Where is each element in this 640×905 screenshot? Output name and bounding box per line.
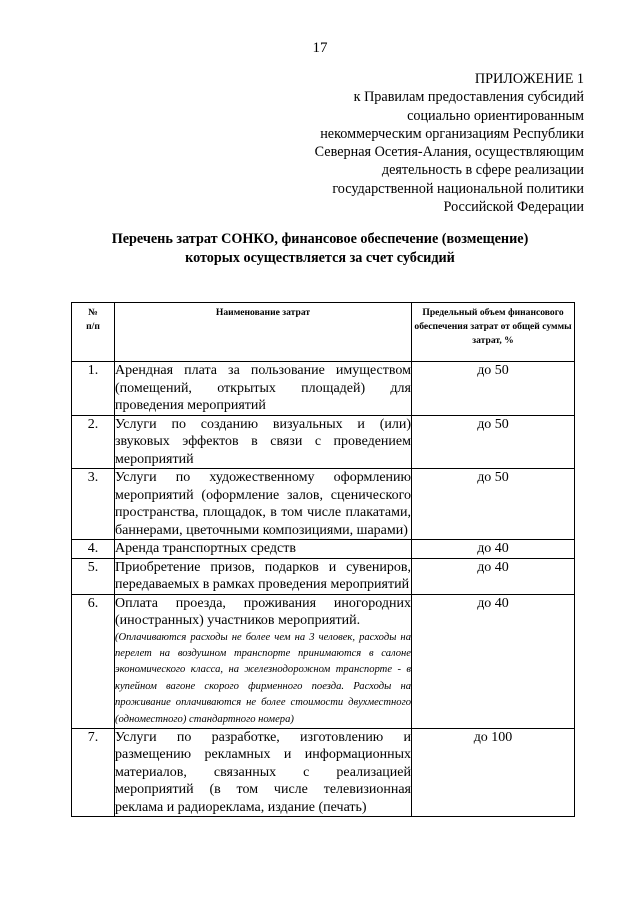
appendix-line: к Правилам предоставления субсидий <box>353 89 584 106</box>
row-cost-name <box>115 558 412 594</box>
appendix-line: Российской Федерации <box>443 199 584 216</box>
appendix-header <box>315 70 584 216</box>
row-cost-name-text: Приобретение призов, подарков и сувениров, передаваемых в рамках проведения мероприятий <box>115 559 411 592</box>
row-number: 6. <box>72 594 115 728</box>
column-header-limit: Предельный объем финансового обеспечения затрат от общей суммы затрат, % <box>412 303 575 362</box>
row-cost-name <box>115 728 412 817</box>
row-cost-name <box>115 540 412 559</box>
row-cost-name <box>115 594 412 728</box>
row-number: 4. <box>72 540 115 559</box>
appendix-line: социально ориентированным <box>407 107 584 124</box>
row-cost-name <box>115 469 412 540</box>
row-cost-name-text: Оплата проезда, проживания иногородних (иностранных) участников мероприятий. <box>115 595 411 628</box>
table-row <box>72 558 575 594</box>
column-header-number <box>72 303 115 362</box>
appendix-line: Северная Осетия-Алания, осуществляющим <box>314 144 584 161</box>
row-cost-name-text: Арендная плата за пользование имуществом (помещений, открытых площадей) для проведения мероприятий <box>115 363 411 413</box>
row-limit: до 40 <box>412 540 575 559</box>
row-cost-name <box>115 362 412 416</box>
row-cost-name-text: Услуги по разработке, изготовлению и размещению рекламных и информационных материалов, связанных с реализацией мероприятий (в том числе телевизионная реклама и радиореклама, издание (печать) <box>115 729 411 815</box>
appendix-line: государственной национальной политики <box>332 180 584 197</box>
row-cost-name-text: Аренда транспортных средств <box>115 541 296 556</box>
table-header-row <box>72 303 575 362</box>
row-cost-name-text: Услуги по художественному оформлению мероприятий (оформление залов, сценического пространства, площадок, в том числе плакатами, баннерами, цветочными композициями, шарами) <box>115 470 411 538</box>
row-limit: до 100 <box>412 728 575 817</box>
document-title-line: которых осуществляется за счет субсидий <box>185 250 455 266</box>
row-number: 3. <box>72 469 115 540</box>
column-header-name: Наименование затрат <box>115 303 412 362</box>
table-row <box>72 415 575 469</box>
table-row <box>72 469 575 540</box>
appendix-line: некоммерческим организациям Республики <box>320 125 584 142</box>
appendix-line: деятельность в сфере реализации <box>381 162 584 179</box>
row-cost-note: (Оплачиваются расходы не более чем на 3 человек, расходы на перелет на воздушном транспорте принимаются в салоне экономического класса, на железнодорожном транспорте - в купейном вагоне скорого фирменного поезда. Расходы на проживание оплачиваются не более стоимости двухместного (одноместного) стандартного номера) <box>115 631 411 725</box>
page-number: 17 <box>312 40 328 56</box>
row-cost-name-clip <box>115 729 411 817</box>
costs-table <box>71 302 575 817</box>
row-cost-name-text: Услуги по созданию визуальных и (или) звуковых эффектов в связи с проведением мероприятий <box>115 416 411 467</box>
document-title-line: Перечень затрат СОНКО, финансовое обеспечение (возмещение) <box>111 231 529 247</box>
row-limit: до 50 <box>412 469 575 540</box>
row-cost-name <box>115 415 412 469</box>
row-number: 2. <box>72 415 115 469</box>
table-row <box>72 594 575 728</box>
row-number: 5. <box>72 558 115 594</box>
document-title <box>60 230 580 268</box>
row-limit: до 40 <box>412 558 575 594</box>
table-row <box>72 540 575 559</box>
row-limit: до 40 <box>412 594 575 728</box>
column-header-number-line: № <box>88 307 98 318</box>
row-limit: до 50 <box>412 415 575 469</box>
row-number: 7. <box>72 728 115 817</box>
table-row <box>72 362 575 416</box>
appendix-title: ПРИЛОЖЕНИЕ 1 <box>474 71 584 87</box>
table-row <box>72 728 575 817</box>
column-header-number-line: п/п <box>86 321 100 332</box>
row-number: 1. <box>72 362 115 416</box>
row-limit: до 50 <box>412 362 575 416</box>
